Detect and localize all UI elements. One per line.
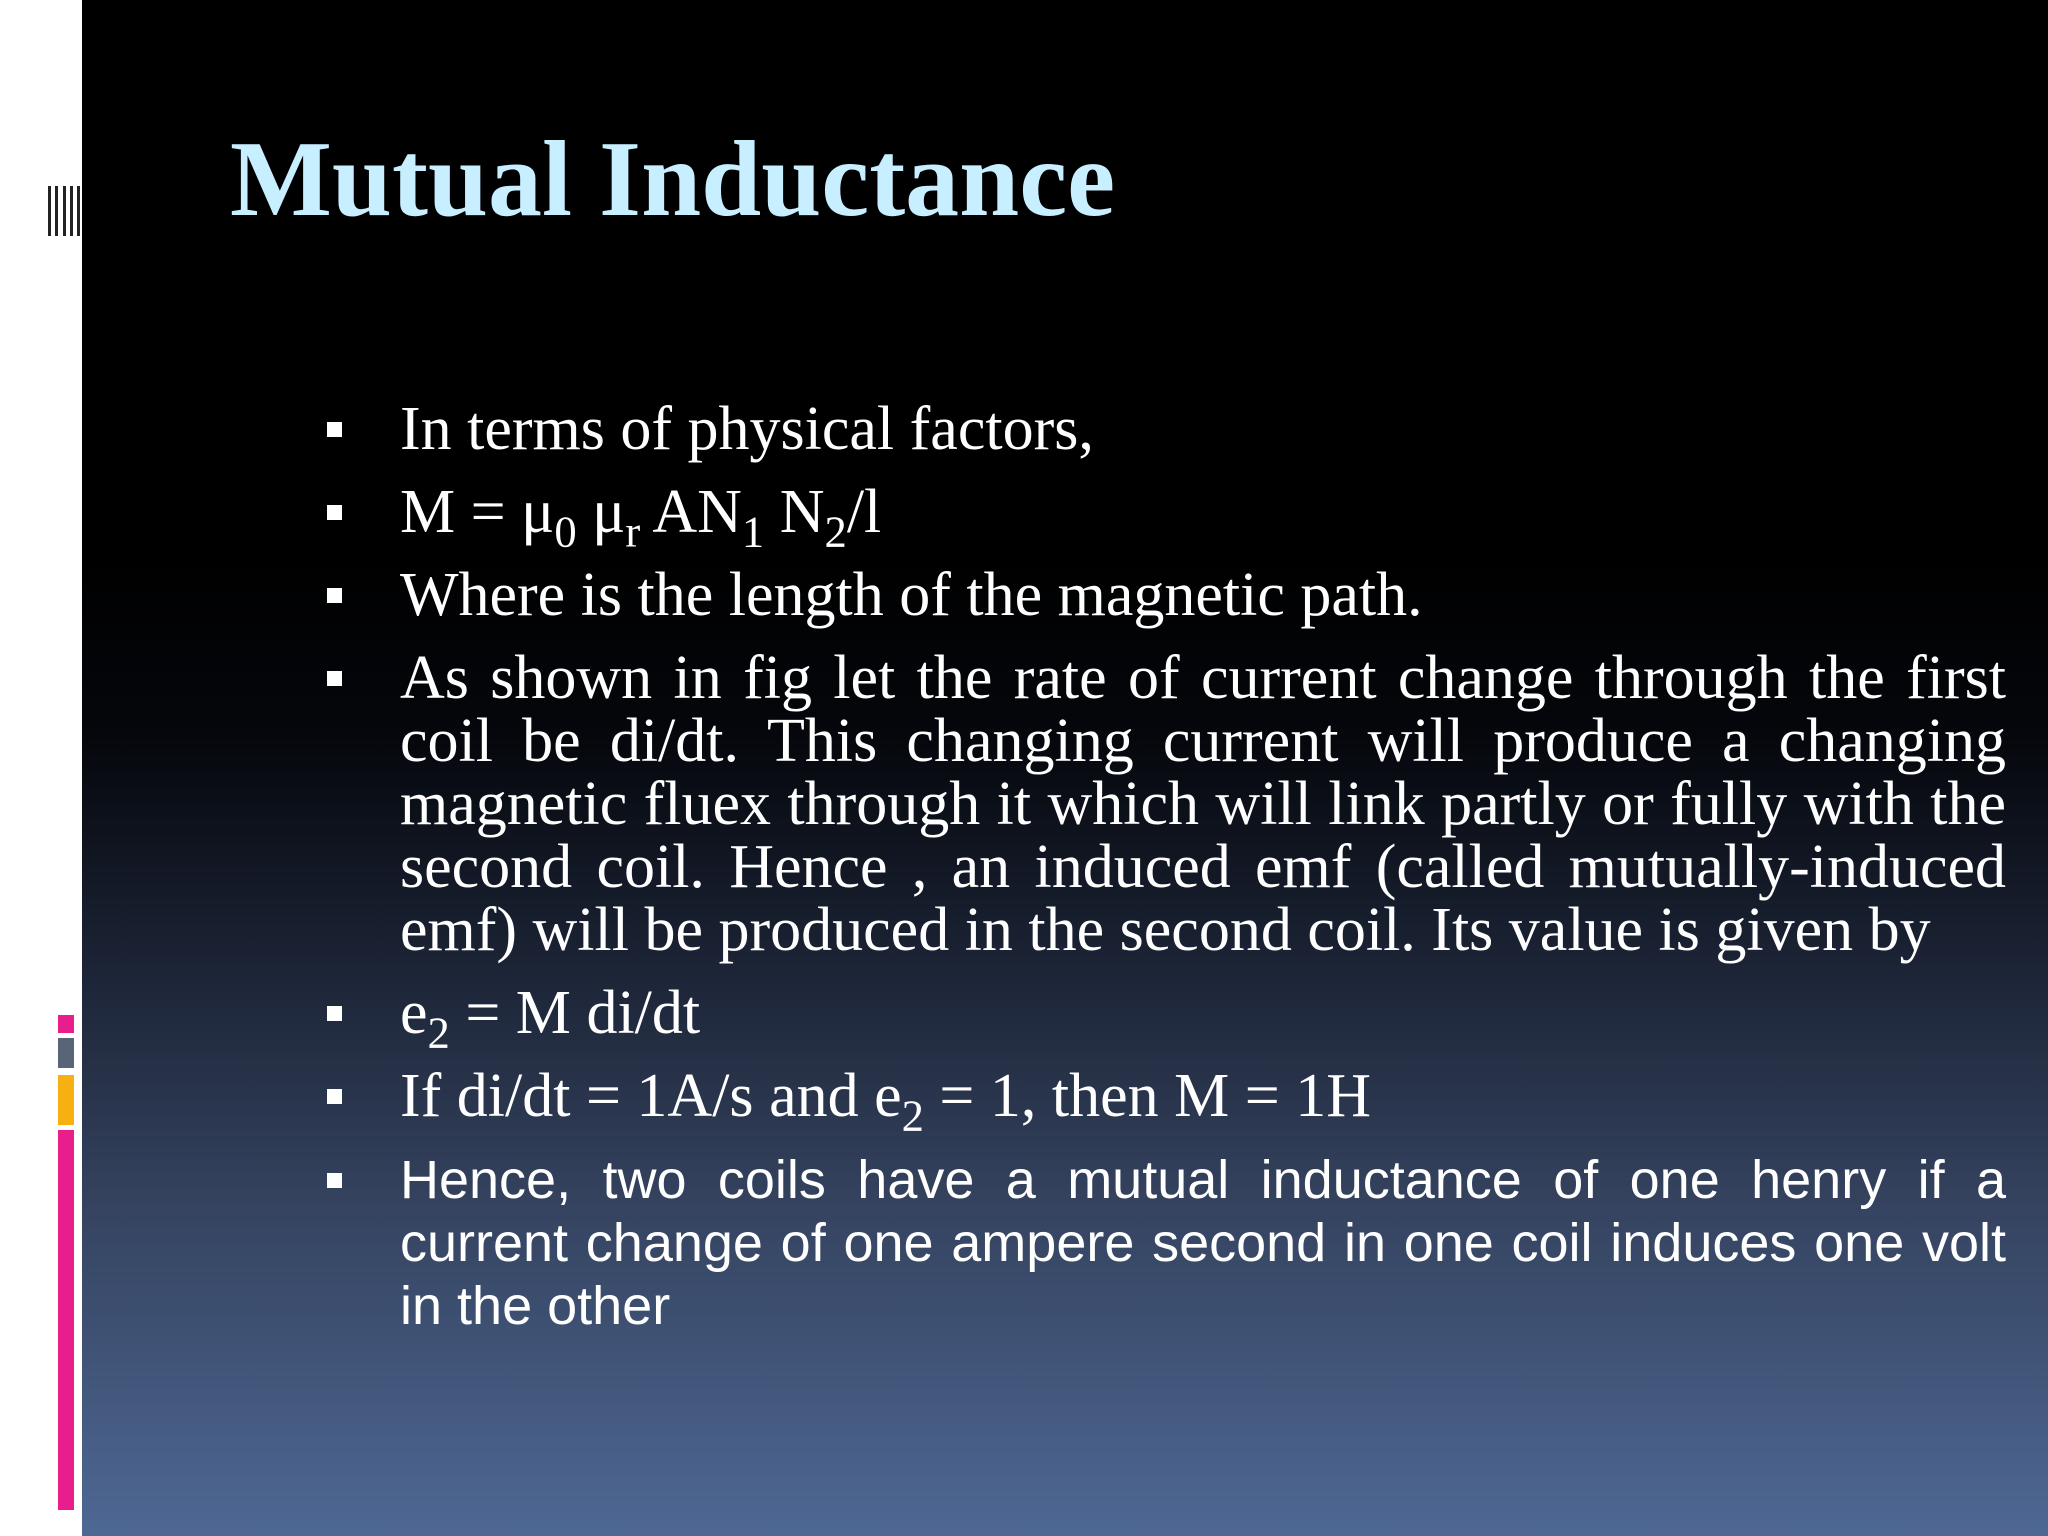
square-bullet-icon [327, 1089, 342, 1104]
bullet-text: Hence, two coils have a mutual inductance of one henry if a current change of one ampere second in one coil induces one volt in the other [400, 1150, 2006, 1336]
bullet-text: Where is the length of the magnetic path. [400, 561, 1423, 629]
formula-text: If di/dt = 1A/s and $e_2 = 1$, then M = 1H [400, 1062, 1371, 1141]
bullet-item-emf-equation [242, 979, 2006, 1058]
bullet-item-henry-definition [242, 1149, 2006, 1338]
bullet-item-henry-condition [242, 1062, 2006, 1141]
accent-bar-pink-top [58, 1015, 74, 1033]
bullet-list [242, 395, 2006, 1338]
accent-bar-pink [58, 1130, 74, 1510]
formula-text: $e_2 = M$ di/dt [400, 979, 701, 1058]
square-bullet-icon [327, 671, 342, 686]
bullet-text: As shown in fig let the rate of current change through the first coil be di/dt. This changing current will produce a changing magnetic fluex through it which will link partly or fully with the second coil. Hence , an induced emf (called mutually-induced emf) will be produced in the second coil. Its value is given by [400, 644, 2006, 964]
bullet-item-inductance-formula [242, 478, 2006, 557]
accent-bar-gray [58, 1038, 74, 1068]
square-bullet-icon [327, 588, 342, 603]
accent-bar-orange [58, 1075, 74, 1125]
square-bullet-icon [327, 505, 342, 520]
bullet-item-physical-factors [242, 395, 2006, 463]
square-bullet-icon [327, 1006, 342, 1021]
stripe-decoration [48, 186, 80, 236]
side-strip [0, 0, 82, 1536]
slide-canvas [82, 0, 2048, 1536]
square-bullet-icon [327, 422, 342, 437]
bullet-item-explanation [242, 644, 2006, 964]
formula-text: $M = \mu_0$ $\mu_r$ $AN_1$ $N_2/l$ [400, 478, 882, 557]
square-bullet-icon [327, 1173, 342, 1188]
bullet-text: In terms of physical factors, [400, 395, 1094, 463]
bullet-item-path-length [242, 561, 2006, 629]
slide-title: Mutual Inductance [230, 120, 1116, 239]
